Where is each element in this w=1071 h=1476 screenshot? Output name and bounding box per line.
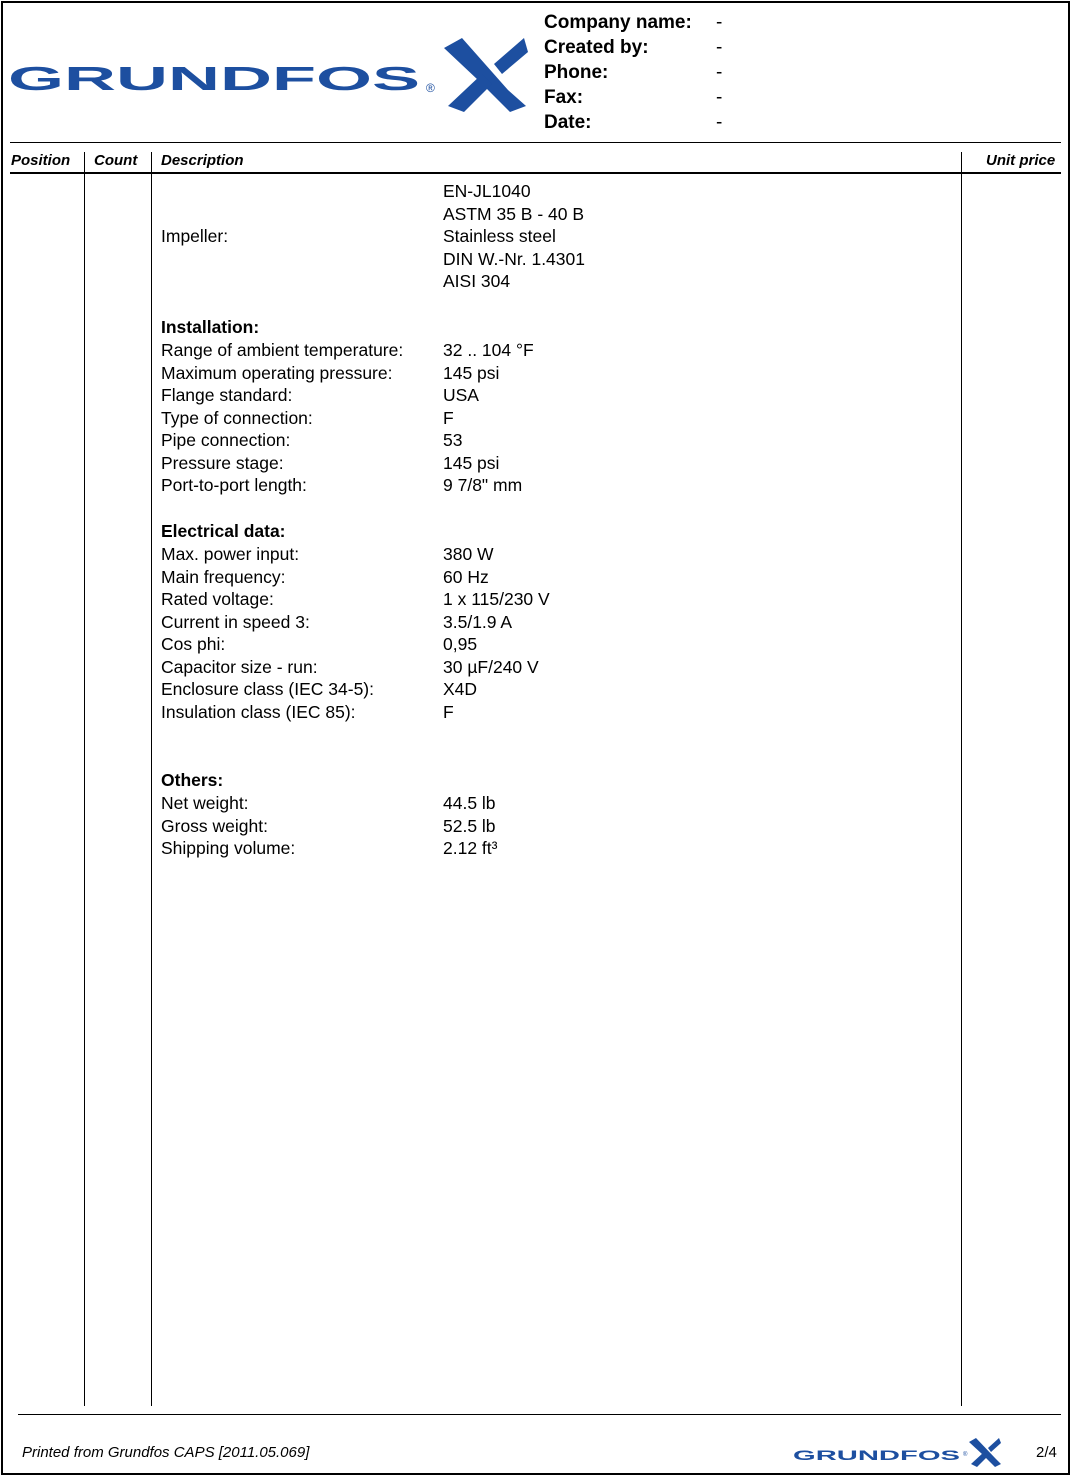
field-value: - — [716, 112, 723, 133]
spec-row: Port-to-port length: 9 7/8" mm — [161, 475, 523, 495]
field-value: - — [716, 62, 723, 83]
brand-wordmark: GRUNDFOS — [8, 61, 421, 98]
electrical-heading: Electrical data: — [161, 521, 286, 541]
description-content — [161, 180, 585, 860]
material-line: DIN W.-Nr. 1.4301 — [443, 248, 585, 269]
col-unit-price: Unit price — [986, 152, 1056, 169]
registered-mark: ® — [426, 81, 435, 95]
material-line: EN-JL1040 — [443, 181, 531, 201]
field-label: Created by: — [544, 37, 649, 58]
field-value: - — [716, 87, 723, 108]
header-divider — [10, 142, 1061, 143]
column-separator — [961, 152, 962, 1406]
field-label: Date: — [544, 112, 592, 133]
grundfos-man-icon — [969, 1438, 1001, 1467]
col-count: Count — [94, 152, 138, 169]
impeller-row: Impeller: Stainless steel — [161, 226, 556, 246]
col-description: Description — [161, 152, 244, 169]
brand-wordmark-small: GRUNDFOS — [793, 1447, 960, 1464]
grundfos-logo-small — [793, 1436, 1005, 1473]
material-line: AISI 304 — [443, 271, 511, 291]
column-separator — [151, 152, 152, 1406]
field-label: Phone: — [544, 62, 609, 83]
spec-row: Pipe connection: 53 — [161, 430, 463, 450]
spec-row: Type of connection: F — [161, 407, 454, 428]
spec-row: Capacitor size - run: 30 µF/240 V — [161, 656, 539, 677]
registered-mark-small: ® — [963, 1452, 968, 1458]
spec-row: Current in speed 3: 3.5/1.9 A — [161, 611, 513, 632]
footer-divider — [18, 1414, 1061, 1415]
spec-row: Gross weight: 52.5 lb — [161, 815, 496, 836]
spec-row: Pressure stage: 145 psi — [161, 452, 500, 473]
printed-from-text: Printed from Grundfos CAPS [2011.05.069] — [22, 1444, 310, 1461]
spec-row: Flange standard: USA — [161, 385, 479, 405]
spec-row: Shipping volume: 2.12 ft³ — [161, 838, 498, 858]
spec-row: Enclosure class (IEC 34-5): X4D — [161, 679, 478, 699]
spec-row: Rated voltage: 1 x 115/230 V — [161, 589, 550, 609]
others-heading: Others: — [161, 770, 224, 790]
spec-row: Range of ambient temperature: 32 .. 104 °F — [161, 340, 534, 360]
material-line: ASTM 35 B - 40 B — [443, 203, 585, 224]
spec-row: Maximum operating pressure: 145 psi — [161, 362, 500, 383]
grundfos-man-icon — [444, 38, 528, 112]
spec-row: Insulation class (IEC 85): F — [161, 701, 454, 722]
grundfos-logo — [8, 34, 528, 119]
spec-row: Net weight: 44.5 lb — [161, 793, 496, 813]
field-value: - — [716, 37, 723, 58]
spec-row: Cos phi: 0,95 — [161, 634, 478, 654]
installation-heading: Installation: — [161, 317, 260, 337]
field-label: Fax: — [544, 87, 584, 108]
col-position: Position — [11, 152, 71, 169]
page-number: 2/4 — [1036, 1444, 1057, 1461]
field-value: - — [716, 12, 723, 33]
spec-row: Main frequency: 60 Hz — [161, 566, 489, 587]
column-separator — [84, 152, 85, 1406]
field-label: Company name: — [544, 12, 692, 33]
column-header-underline — [10, 172, 1061, 174]
spec-row: Max. power input: 380 W — [161, 544, 494, 564]
